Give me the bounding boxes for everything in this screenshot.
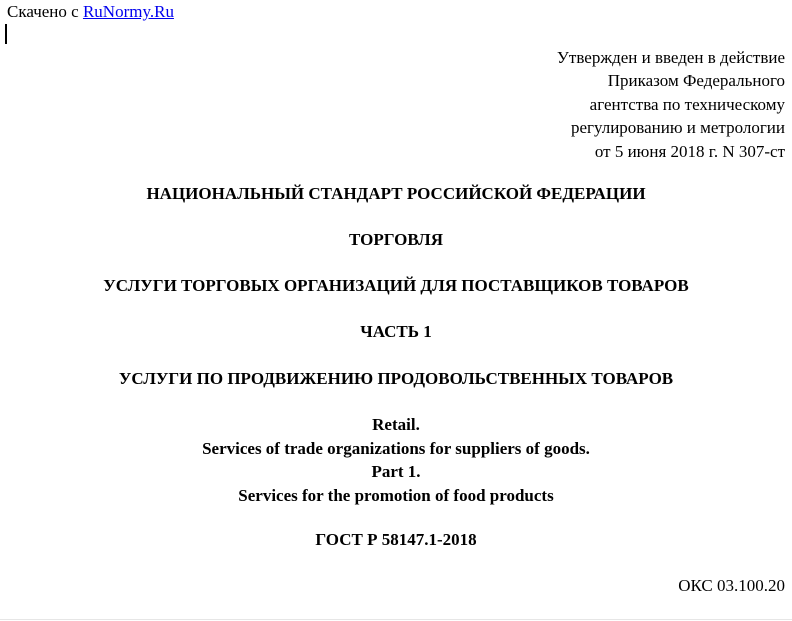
subject-heading: УСЛУГИ ТОРГОВЫХ ОРГАНИЗАЦИЙ ДЛЯ ПОСТАВЩИКОВ ТОВАРОВ: [103, 276, 689, 295]
approval-line: Утвержден и введен в действие: [556, 48, 785, 67]
english-title-line: Services of trade organizations for suppliers of goods.: [202, 438, 590, 458]
english-title-line: Part 1.: [371, 462, 421, 481]
standard-heading: НАЦИОНАЛЬНЫЙ СТАНДАРТ РОССИЙСКОЙ ФЕДЕРАЦИИ: [146, 184, 646, 203]
page-divider: [0, 619, 792, 620]
text-cursor: [5, 24, 7, 44]
download-source-text: Скачено с: [7, 2, 83, 21]
gost-number: ГОСТ Р 58147.1-2018: [315, 530, 477, 549]
english-title-line: Services for the promotion of food products: [238, 485, 554, 505]
approval-line: от 5 июня 2018 г. N 307-ст: [594, 141, 785, 161]
approval-line: регулированию и метрологии: [570, 118, 785, 138]
approval-line: агентства по техническому: [589, 94, 785, 114]
okc-code: ОКС 03.100.20: [678, 576, 785, 595]
download-source-line: [7, 2, 174, 22]
part-heading: ЧАСТЬ 1: [360, 322, 432, 341]
approval-line: Приказом Федерального: [607, 71, 785, 91]
section-heading: ТОРГОВЛЯ: [349, 230, 443, 249]
approval-block: [557, 46, 785, 163]
english-title-block: [0, 413, 792, 507]
part-title-heading: УСЛУГИ ПО ПРОДВИЖЕНИЮ ПРОДОВОЛЬСТВЕННЫХ ТОВАРОВ: [118, 369, 674, 388]
english-title-line: Retail.: [372, 415, 420, 434]
runormy-link[interactable]: RuNormy.Ru: [82, 2, 174, 21]
